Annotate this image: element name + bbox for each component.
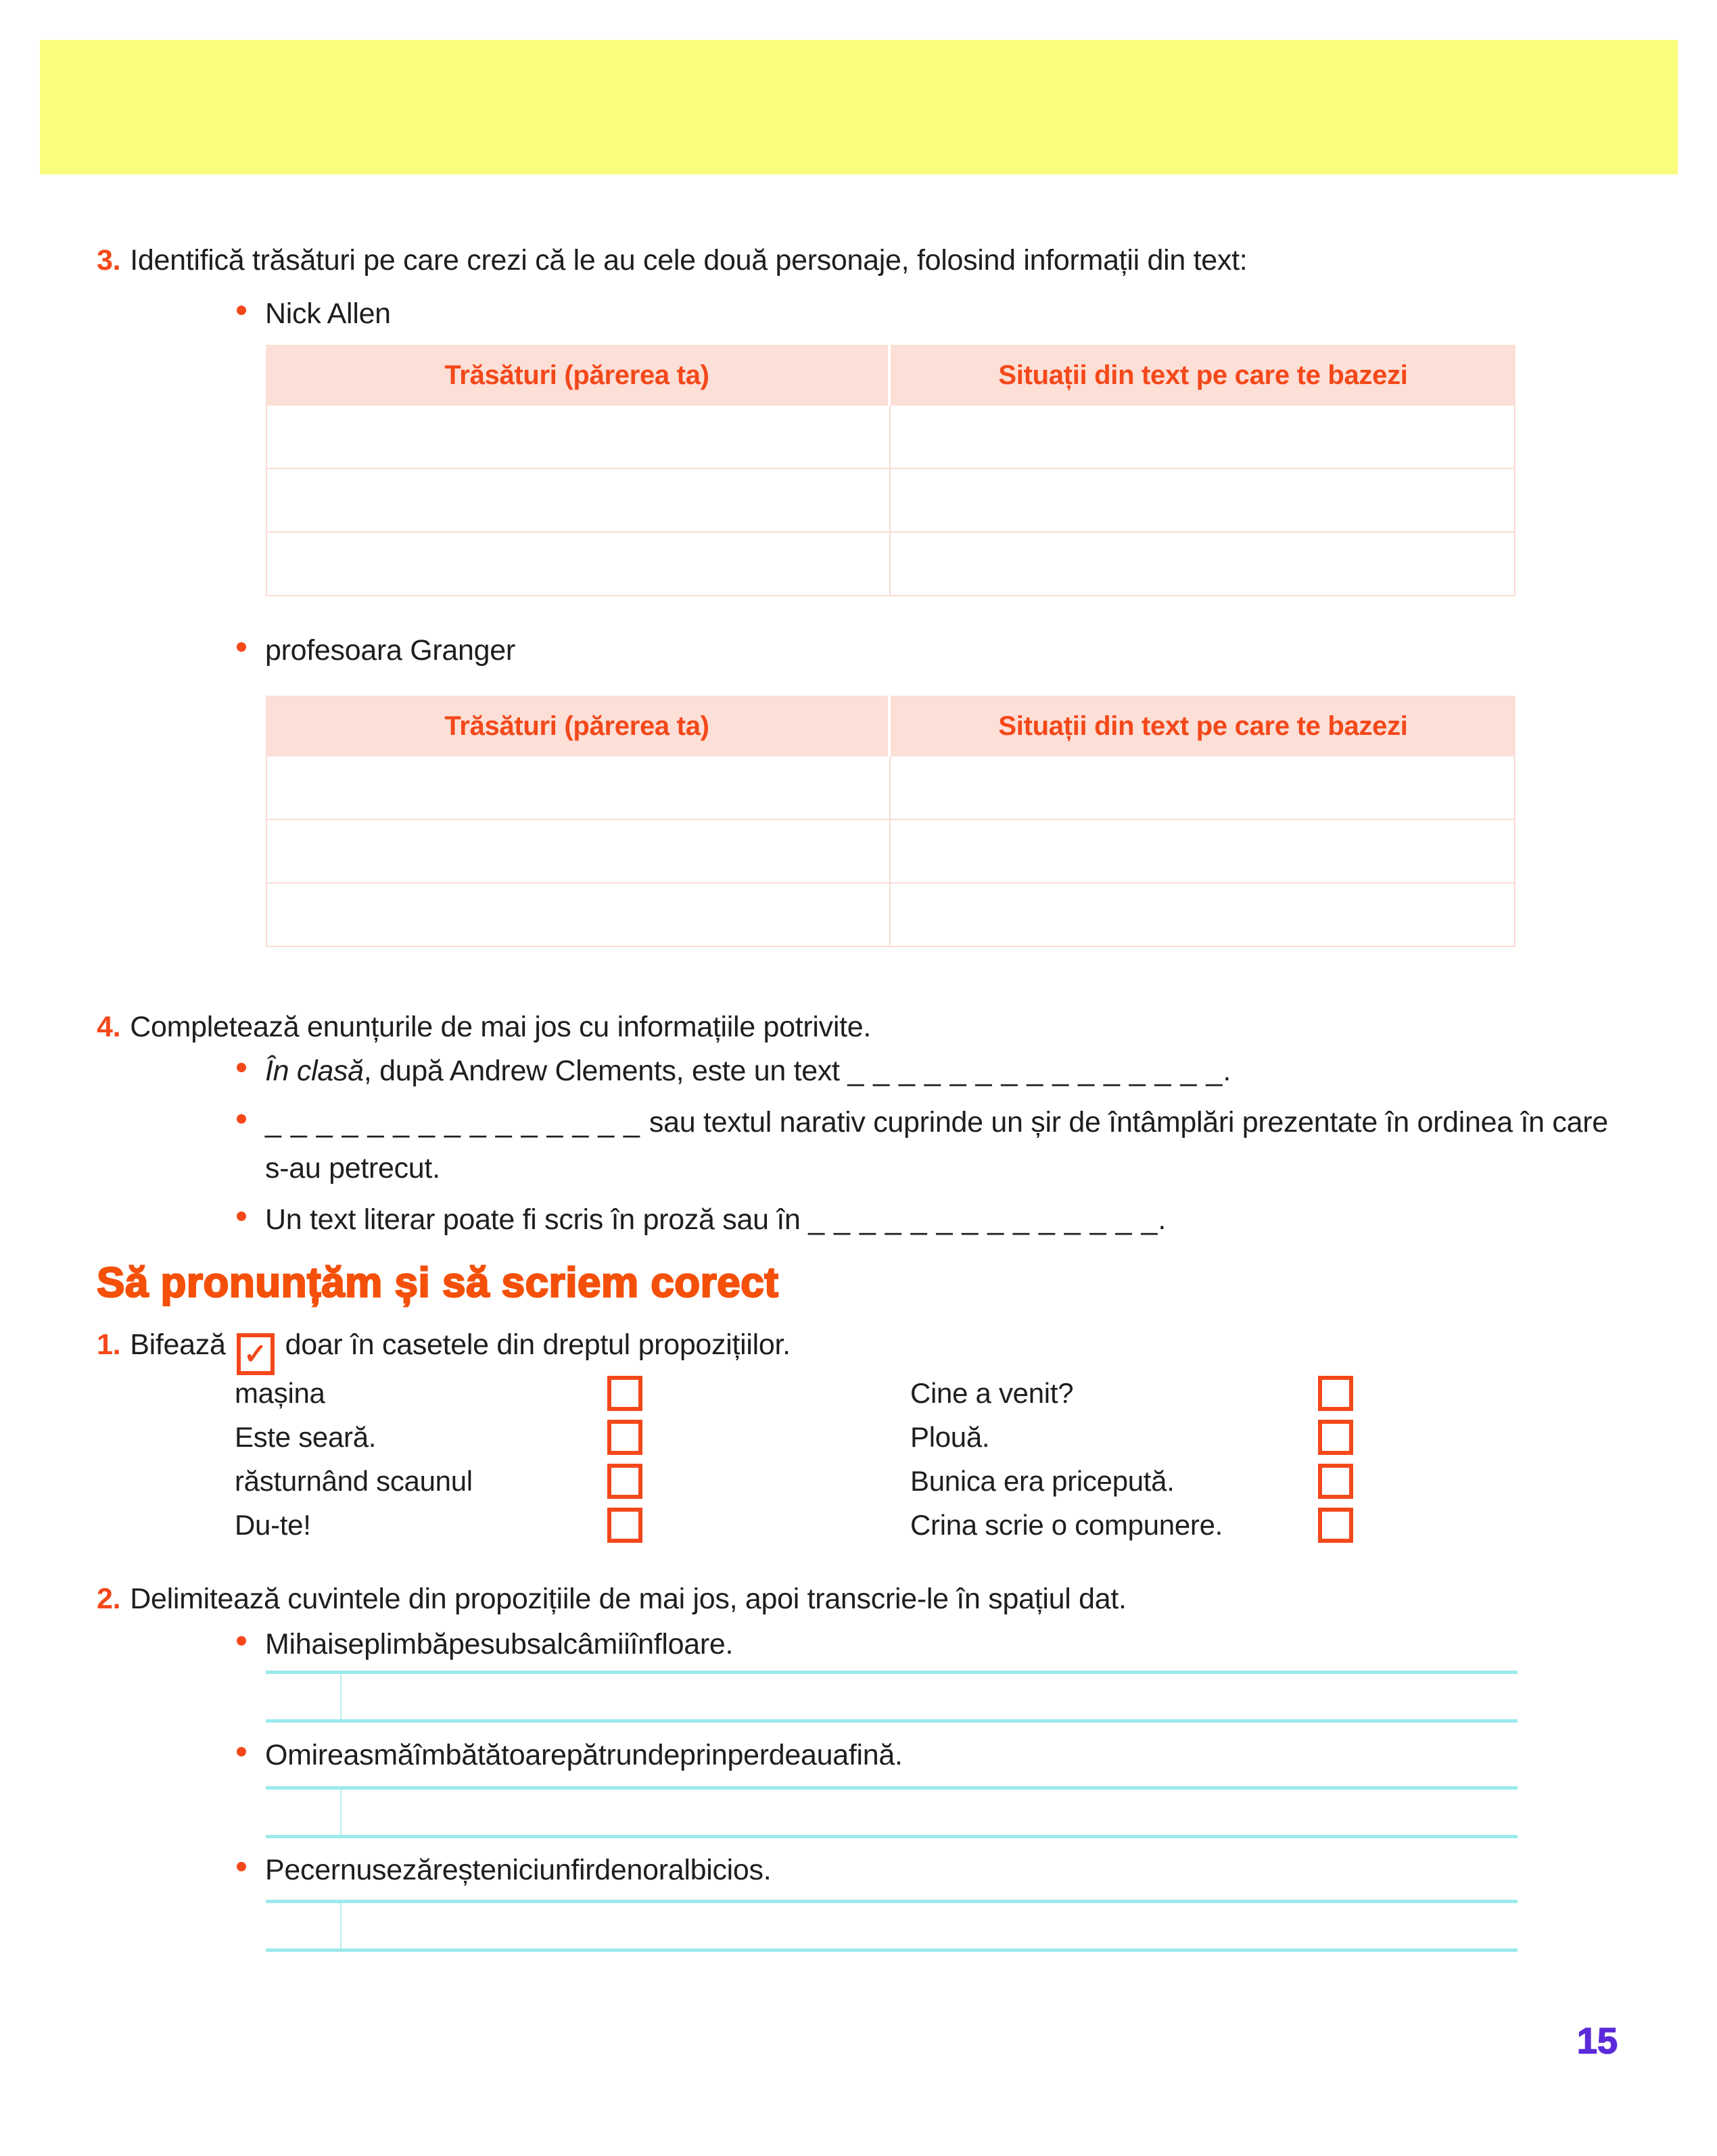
checkmark-box-icon <box>237 1333 275 1375</box>
exercise3-instruction-text: Identifică trăsături pe care crezi că le au cele două personaje, folosind informații din text: <box>130 244 1248 277</box>
checkbox-row <box>235 1459 642 1503</box>
checkbox-row <box>910 1503 1353 1547</box>
bullet-icon <box>237 1747 246 1756</box>
checkbox-row <box>910 1459 1353 1503</box>
checkbox[interactable] <box>1318 1508 1353 1543</box>
header-band <box>40 40 1678 174</box>
exercise4-instruction-text: Completează enunțurile de mai jos cu informațiile potrivite. <box>130 1011 872 1043</box>
pronounce-ex2-instruction-text: Delimitează cuvintele din propozițiile de mai jos, apoi transcrie-le în spațiul dat. <box>130 1583 1127 1615</box>
bullet-icon <box>237 1212 246 1221</box>
instruction-after: doar în casetele din dreptul propozițiilor. <box>285 1328 791 1361</box>
table-row <box>267 819 1514 882</box>
fill-in-sentence <box>265 1048 1231 1094</box>
sentence-text: , după Andrew Clements, este un text <box>363 1055 848 1087</box>
situations-cell[interactable] <box>891 757 1514 819</box>
sentence-item-1 <box>237 1621 733 1667</box>
fill-in-item-1 <box>237 1048 1637 1094</box>
table-row <box>267 531 1514 595</box>
traits-table-header <box>266 345 1515 406</box>
exercise3-instruction <box>97 242 1639 280</box>
checkbox[interactable] <box>1318 1420 1353 1455</box>
traits-column-header: Trăsături (părerea ta) <box>266 345 891 406</box>
pronounce-ex2-instruction <box>97 1581 1639 1619</box>
situations-cell[interactable] <box>891 533 1514 595</box>
traits-cell[interactable] <box>267 820 891 882</box>
bullet-icon <box>237 1636 246 1646</box>
bullet-icon <box>237 1063 246 1072</box>
character-bullet-nick <box>237 291 391 337</box>
situations-cell[interactable] <box>891 884 1514 946</box>
traits-table-granger <box>266 696 1515 947</box>
checkbox[interactable] <box>607 1464 642 1499</box>
bullet-icon <box>237 642 246 652</box>
italic-title: În clasă <box>265 1055 364 1087</box>
sentence-text: sau textul narativ cuprinde un șir de întâmplări prezentate în ordinea în care s-au petrecut. <box>265 1106 1608 1184</box>
checkbox-row <box>235 1415 642 1459</box>
checkbox[interactable] <box>1318 1376 1353 1411</box>
run-together-sentence: Pecernusezăreșteniciunfirdenoralbicios. <box>265 1854 772 1886</box>
fill-in-item-2 <box>237 1099 1637 1191</box>
character-label: Nick Allen <box>265 297 391 330</box>
section-title: Să pronunțăm și să scriem corect <box>97 1260 779 1306</box>
checkbox-column-right <box>910 1371 1353 1547</box>
traits-cell[interactable] <box>267 406 891 468</box>
checkbox-label: Este seară. <box>235 1420 377 1453</box>
writing-area-2[interactable] <box>266 1786 1518 1838</box>
traits-table-body <box>266 757 1515 947</box>
traits-table-header <box>266 696 1515 757</box>
checkbox-label: Du-te! <box>235 1508 311 1541</box>
pronounce-ex1-number: 1. <box>97 1328 121 1361</box>
situations-cell[interactable] <box>891 469 1514 531</box>
sentence-text: Un text literar poate fi scris în proză sau în <box>265 1203 809 1236</box>
pronounce-ex1-instruction <box>97 1326 1639 1375</box>
exercise4-instruction <box>97 1009 1639 1047</box>
bullet-icon <box>237 1862 246 1871</box>
run-together-sentence: Mihaiseplimbăpesubsalcâmiiînfloare. <box>265 1628 734 1660</box>
checkbox[interactable] <box>607 1420 642 1455</box>
checkbox-row <box>235 1371 642 1415</box>
traits-column-header: Trăsături (părerea ta) <box>266 696 891 757</box>
checkbox[interactable] <box>1318 1464 1353 1499</box>
traits-cell[interactable] <box>267 757 891 819</box>
run-together-sentence: Omireasmăîmbătătoarepătrundeprinperdeauafină. <box>265 1739 903 1771</box>
blank-line[interactable]: _ _ _ _ _ _ _ _ _ _ _ _ _ _ _. <box>847 1055 1232 1087</box>
traits-cell[interactable] <box>267 533 891 595</box>
checkbox-row <box>910 1371 1353 1415</box>
margin-rule <box>340 1674 342 1719</box>
checkbox-label: răsturnând scaunul <box>235 1464 473 1497</box>
checkbox-label: mașina <box>235 1376 325 1409</box>
pronounce-ex2-number: 2. <box>97 1583 121 1615</box>
bullet-icon <box>237 1114 246 1124</box>
traits-cell[interactable] <box>267 884 891 946</box>
sentence-item-2 <box>237 1732 903 1778</box>
margin-rule <box>340 1790 342 1835</box>
fill-in-sentence <box>265 1197 1167 1243</box>
traits-table-body <box>266 406 1515 596</box>
checkbox-label: Plouă. <box>910 1420 990 1453</box>
writing-area-1[interactable] <box>266 1671 1518 1723</box>
checkbox-label: Bunica era pricepută. <box>910 1464 1175 1497</box>
situations-cell[interactable] <box>891 820 1514 882</box>
table-row <box>267 468 1514 531</box>
traits-cell[interactable] <box>267 469 891 531</box>
checkbox-column-left <box>235 1371 642 1547</box>
checkmark-icon: ✓ <box>243 1338 268 1370</box>
traits-table-nick <box>266 345 1515 596</box>
sentence-item-3 <box>237 1847 771 1893</box>
page-number: 15 <box>1576 2021 1618 2061</box>
situations-column-header: Situații din text pe care te bazezi <box>998 360 1408 390</box>
exercise3-number: 3. <box>97 244 121 277</box>
blank-line[interactable]: _ _ _ _ _ _ _ _ _ _ _ _ _ _. <box>808 1203 1167 1236</box>
situations-column-header: Situații din text pe care te bazezi <box>998 711 1408 741</box>
checkbox-row <box>910 1415 1353 1459</box>
checkbox[interactable] <box>607 1508 642 1543</box>
checkbox-label: Cine a venit? <box>910 1376 1074 1409</box>
table-row <box>267 406 1514 468</box>
character-bullet-granger <box>237 627 515 673</box>
table-row <box>267 882 1514 946</box>
blank-line[interactable]: _ _ _ _ _ _ _ _ _ _ _ _ _ _ _ <box>265 1106 649 1139</box>
writing-area-3[interactable] <box>266 1900 1518 1952</box>
exercise4-number: 4. <box>97 1011 121 1043</box>
fill-in-sentence <box>265 1099 1637 1191</box>
fill-in-item-3 <box>237 1197 1637 1243</box>
checkbox[interactable] <box>607 1376 642 1411</box>
table-row <box>267 757 1514 819</box>
margin-rule <box>340 1903 342 1948</box>
situations-cell[interactable] <box>891 406 1514 468</box>
checkbox-row <box>235 1503 642 1547</box>
bullet-icon <box>237 306 246 315</box>
instruction-before: Bifează <box>130 1328 226 1361</box>
checkbox-label: Crina scrie o compunere. <box>910 1508 1223 1541</box>
character-label: profesoara Granger <box>265 634 515 667</box>
